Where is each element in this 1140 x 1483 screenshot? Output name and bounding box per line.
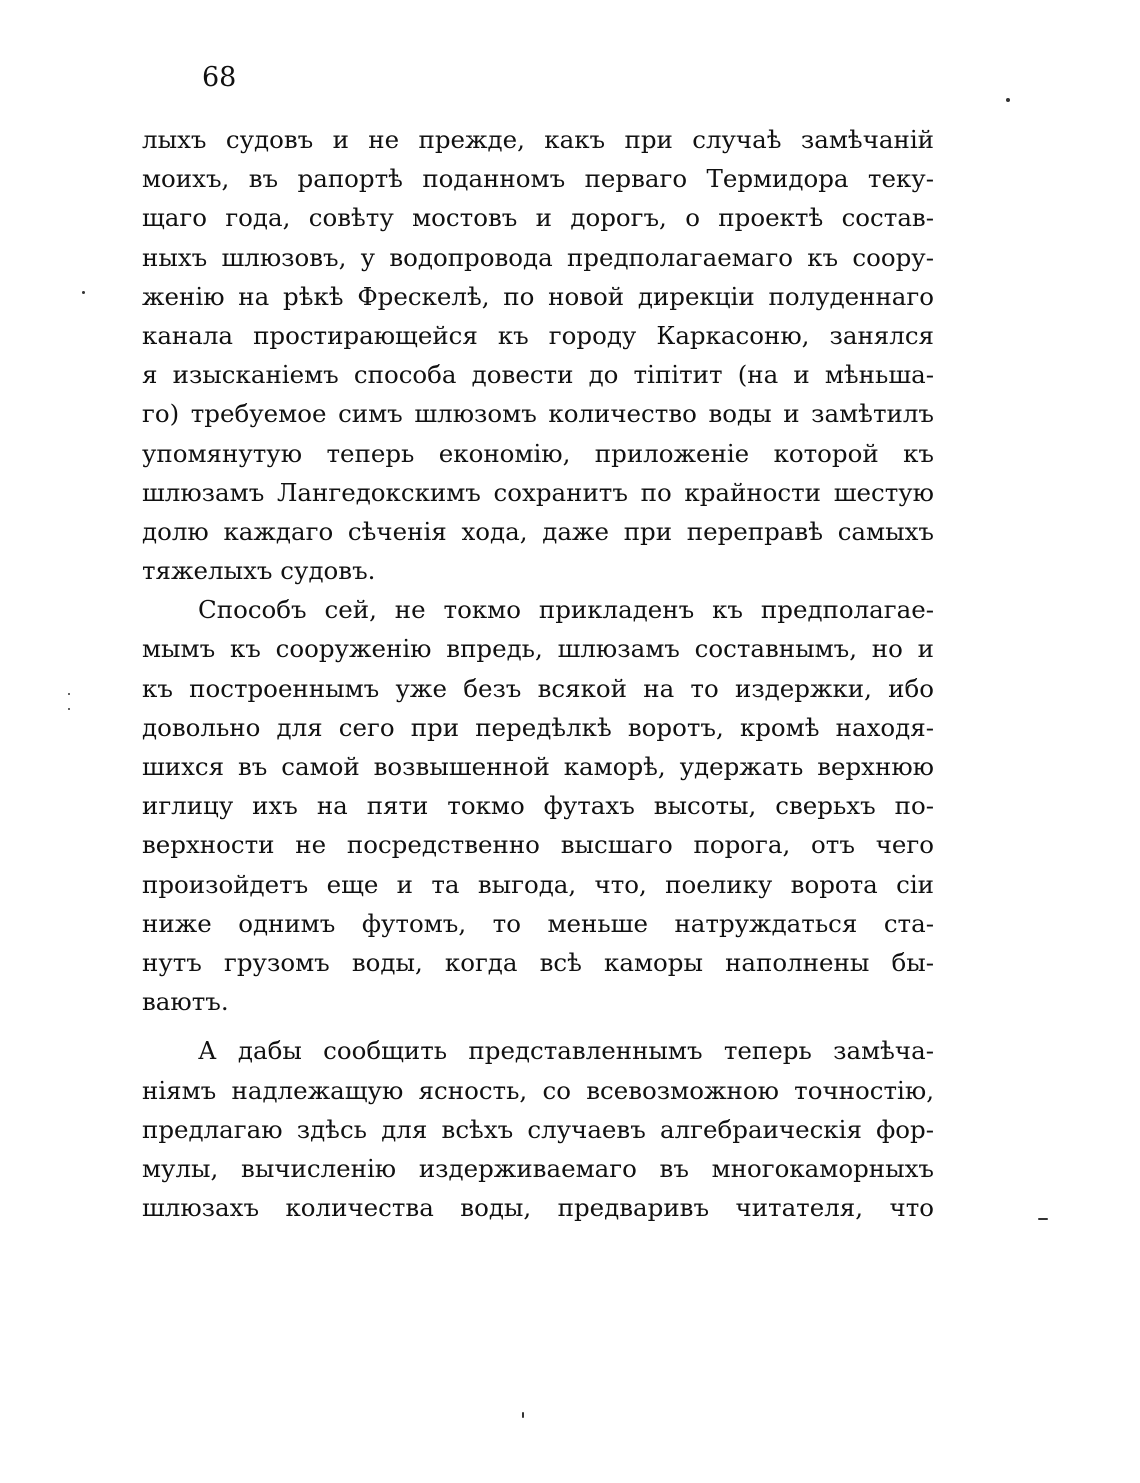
text-line: шлюзамъ Лангедокскимъ сохранитъ по крайности шестую <box>142 477 934 507</box>
scan-speck <box>1006 98 1010 102</box>
text-line: ваютъ. <box>142 987 229 1017</box>
paragraph-2 <box>142 590 934 1021</box>
text-line: къ построеннымъ уже безъ всякой на то издержки, ибо <box>142 673 934 703</box>
scan-speck <box>68 693 70 695</box>
text-line: Способъ сей, не токмо прикладенъ къ предполагае- <box>198 595 934 625</box>
text-line: моихъ, въ рапортѣ поданномъ перваго Термидора теку- <box>142 164 934 194</box>
text-line: женію на рѣкѣ Фрескелѣ, по новой дирекціи полуденнаго <box>142 281 934 311</box>
text-line: я изысканіемъ способа довести до тіпітит (на и мѣньша- <box>142 360 934 390</box>
text-line: ниже однимъ футомъ, то меньше натруждаться ста- <box>142 908 934 938</box>
scan-speck <box>68 708 70 710</box>
text-line: А дабы сообщить представленнымъ теперь замѣча- <box>198 1036 934 1066</box>
text-line: шлюзахъ количества воды, предваривъ читателя, что <box>142 1193 934 1223</box>
paragraph-3 <box>142 1031 934 1227</box>
text-line: предлагаю здѣсь для всѣхъ случаевъ алгебраическія фор- <box>142 1114 934 1144</box>
scan-speck <box>1038 1218 1048 1220</box>
text-line: щаго года, совѣту мостовъ и дорогъ, о проектѣ состав- <box>142 203 934 233</box>
text-line: тяжелыхъ судовъ. <box>142 556 376 586</box>
text-line: ныхъ шлюзовъ, у водопровода предполагаемаго къ соору- <box>142 242 934 272</box>
text-line: канала простирающейся къ городу Каркасоню, занялся <box>142 320 934 350</box>
scan-speck <box>522 1412 524 1418</box>
scan-speck <box>82 291 85 294</box>
text-line: произойдетъ еще и та выгода, что, поелику ворота сіи <box>142 869 934 899</box>
text-line: ніямъ надлежащую ясность, со всевозможною точностію, <box>142 1075 934 1105</box>
body-text <box>142 120 934 1227</box>
text-line: упомянутую теперь економію, приложеніе которой къ <box>142 438 934 468</box>
paragraph-1 <box>142 120 934 590</box>
text-line: иглицу ихъ на пяти токмо футахъ высоты, сверьхъ по- <box>142 791 934 821</box>
text-line: верхности не посредственно высшаго порога, отъ чего <box>142 830 934 860</box>
text-line: лыхъ судовъ и не прежде, какъ при случаѣ замѣчаній <box>142 125 934 154</box>
text-line: мулы, вычисленію издерживаемаго въ многокаморныхъ <box>142 1153 934 1183</box>
text-line: шихся въ самой возвышенной каморѣ, удержать верхнюю <box>142 752 934 781</box>
text-line: го) требуемое симъ шлюзомъ количество воды и замѣтилъ <box>142 399 934 429</box>
page-number: 68 <box>202 62 237 93</box>
text-line: мымъ къ сооруженію впредь, шлюзамъ составнымъ, но и <box>142 634 934 664</box>
text-line: долю каждаго сѣченія хода, даже при переправѣ самыхъ <box>142 516 934 546</box>
text-line: нутъ грузомъ воды, когда всѣ каморы наполнены бы- <box>142 947 934 977</box>
text-line: довольно для сего при передѣлкѣ воротъ, кромѣ находя- <box>142 712 934 742</box>
